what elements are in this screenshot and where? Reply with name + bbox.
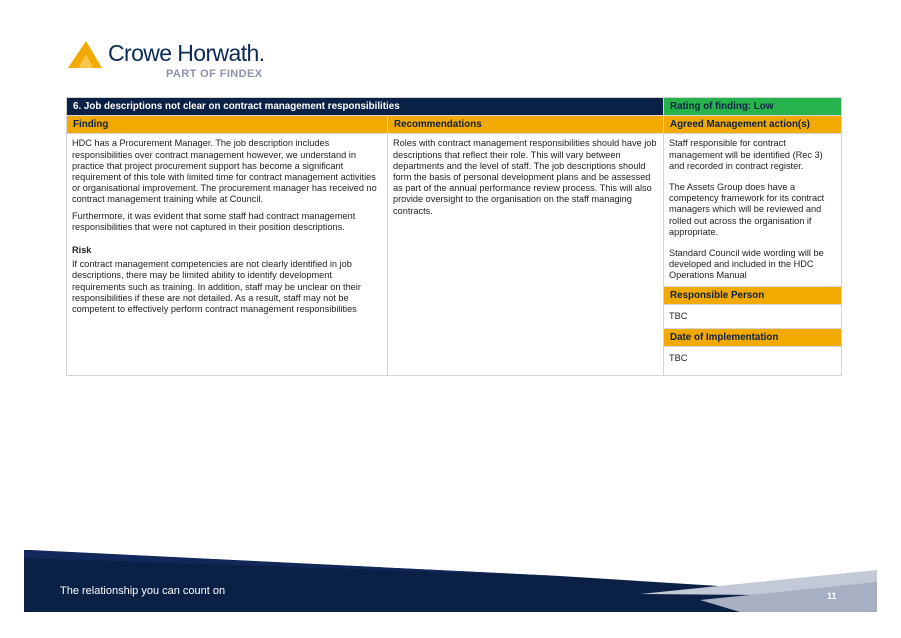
column-header-finding: Finding <box>67 116 388 134</box>
finding-paragraph-2: Furthermore, it was evident that some staff had contract management responsibilities that were not captured in their position descriptions. <box>72 210 356 232</box>
footer-tagline: The relationship you can count on <box>60 585 226 597</box>
finding-table <box>66 97 842 376</box>
footer-band <box>0 548 901 614</box>
agreed-action-1: Staff responsible for contract management will be identified (Rec 3) and recorded in contract register. <box>669 138 823 171</box>
agreed-action-2: The Assets Group does have a competency framework for its contract managers which will be reviewed and rolled out across the organisation if appropriate. <box>669 182 825 237</box>
risk-text: If contract management competencies are not clearly identified in job descriptions, there may be limited ability to identify development requirements such as training. In addition, staff may be unclear on their responsibilities if these are not detailed. As a result, staff may not be competent to effectively perform contract management responsibilities <box>72 259 361 315</box>
agreed-action-3: Standard Council wide wording will be developed and included in the HDC Operations Manual <box>669 248 824 281</box>
brand-tagline: PART OF FINDEX <box>166 68 263 80</box>
finding-header-row <box>67 98 842 116</box>
risk-heading: Risk <box>72 245 92 256</box>
content-row-1 <box>67 134 842 286</box>
responsible-person-label: Responsible Person <box>664 286 842 304</box>
date-of-implementation-value: TBC <box>664 347 842 376</box>
brand-name: Crowe Horwath. <box>108 40 265 66</box>
page-number: 11 <box>827 591 837 601</box>
agreed-actions-cell <box>664 134 842 286</box>
date-of-implementation-label: Date of Implementation <box>664 329 842 347</box>
rating-badge: Rating of finding: Low <box>664 98 842 116</box>
recommendations-cell <box>388 134 664 376</box>
responsible-person-value: TBC <box>664 304 842 328</box>
column-header-recommendations: Recommendations <box>388 116 664 134</box>
column-header-agreed-actions: Agreed Management action(s) <box>664 116 842 134</box>
finding-cell <box>67 134 388 376</box>
recommendations-text: Roles with contract management responsibilities should have job descriptions that reflect their role. This will vary between departments and the level of staff. The job descriptions should form the basis of personal development plans and be assessed as part of the annual performance review process. This will also provide oversight to the organisation on the staff managing contracts. <box>393 138 657 216</box>
column-header-row <box>67 116 842 134</box>
finding-title: 6. Job descriptions not clear on contract management responsibilities <box>67 98 664 116</box>
finding-paragraph-1: HDC has a Procurement Manager. The job description includes responsibilities over contract management however, we understand in practice that project procurement support has become a significant requirement of this tole with limited time for contract management activities or organisational improvement. The procurement manager has received no contract management training while at Council. <box>72 138 377 205</box>
